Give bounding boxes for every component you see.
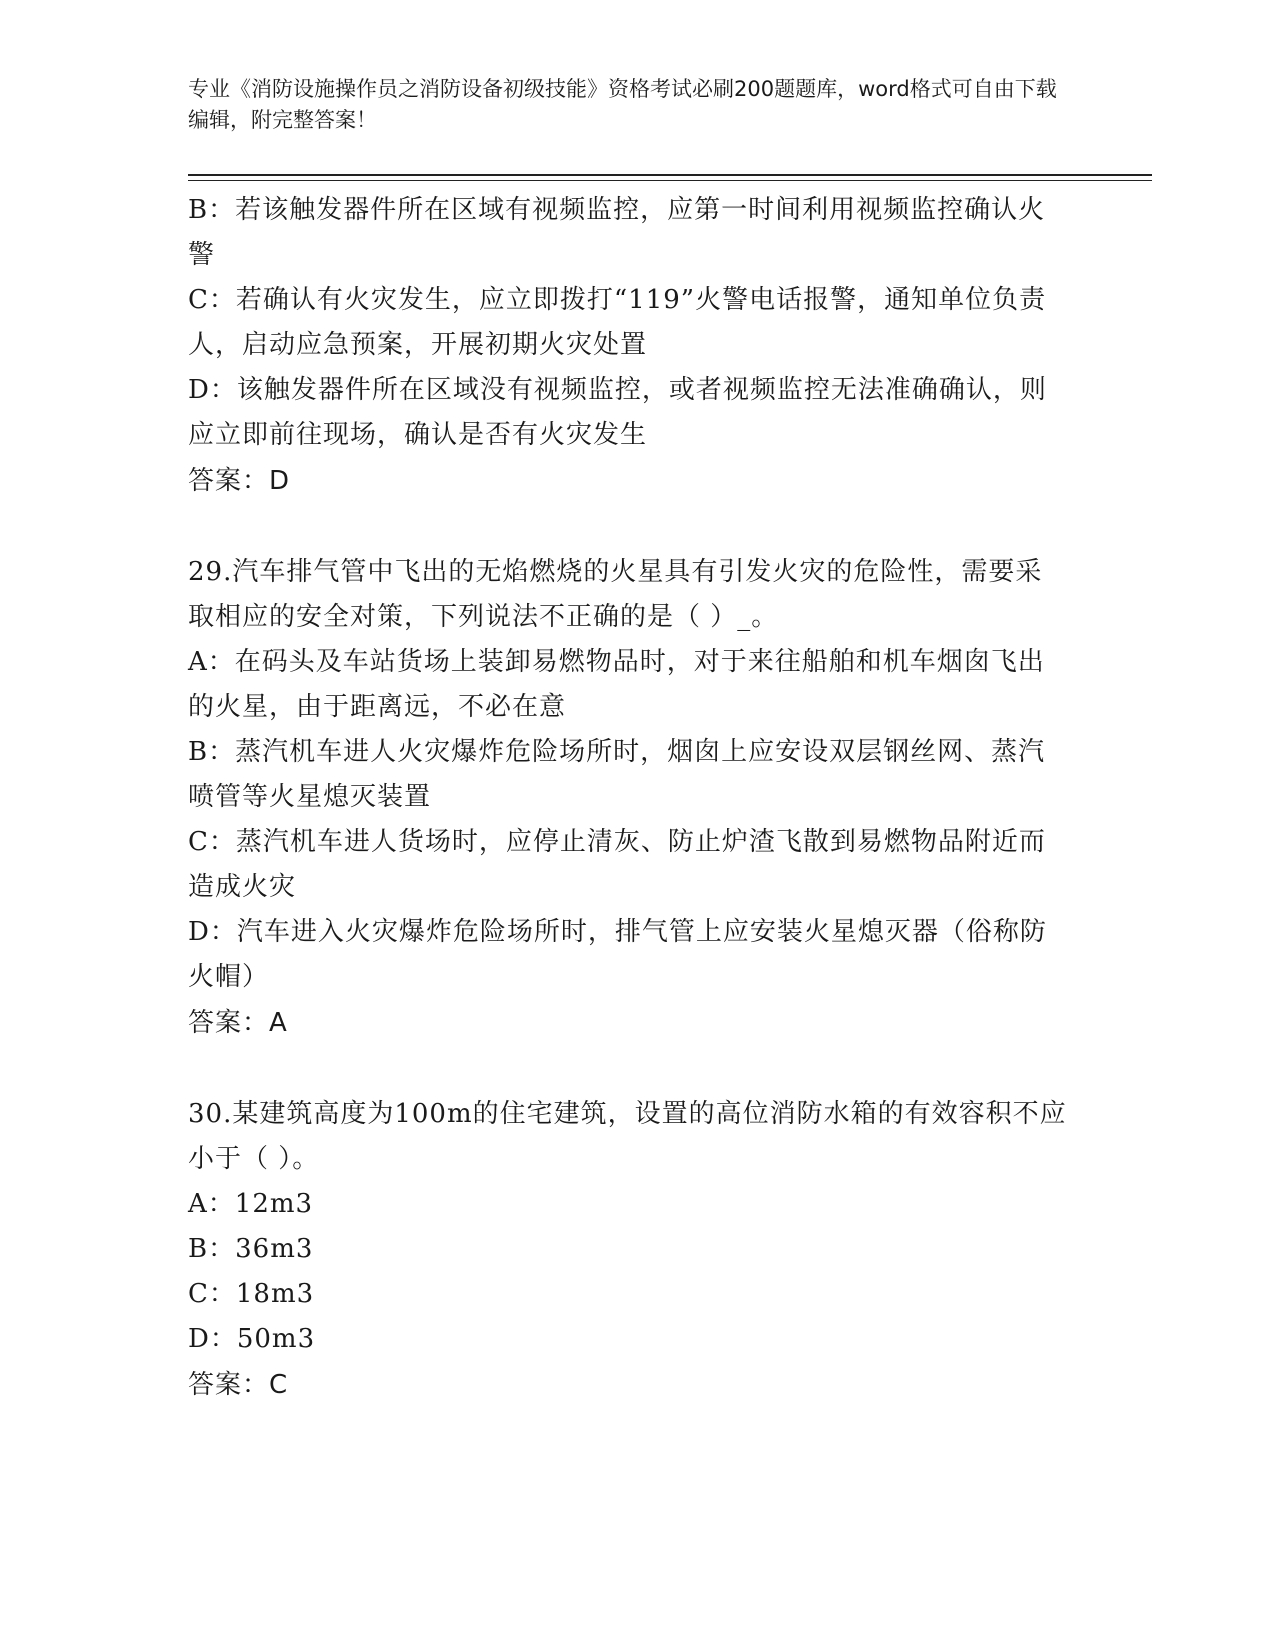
option-c: C：蒸汽机车进人货场时，应停止清灰、防止炉渣飞散到易燃物品附近而造成火灾 [188, 827, 1046, 902]
question-stem: 29.汽车排气管中飞出的无焰燃烧的火星具有引发火灾的危险性，需要采取相应的安全对策，下列说法不正确的是（ ）_。 [188, 557, 1043, 632]
question-29 [188, 550, 1068, 1046]
answer: 答案：D [188, 466, 291, 496]
option-b: B：蒸汽机车进人火灾爆炸危险场所时，烟囱上应安设双层钢丝网、蒸汽喷管等火星熄灭装置 [188, 737, 1046, 812]
option-b: B：若该触发器件所在区域有视频监控，应第一时间利用视频监控确认火警 [188, 195, 1046, 270]
document-body [188, 188, 1068, 1408]
answer: 答案：C [188, 1370, 289, 1400]
option-a: A：在码头及车站货场上装卸易燃物品时，对于来往船舶和机车烟囱飞出的火星，由于距离远，不必在意 [188, 647, 1045, 722]
spacer [188, 504, 1068, 550]
option-d: D：汽车进入火灾爆炸危险场所时，排气管上应安装火星熄灭器（俗称防火帽） [188, 917, 1047, 992]
option-c: C：18m3 [188, 1279, 315, 1309]
answer: 答案：A [188, 1008, 288, 1038]
option-d: D：该触发器件所在区域没有视频监控，或者视频监控无法准确确认，则应立即前往现场，确认是否有火灾发生 [188, 375, 1047, 450]
document-header: 专业《消防设施操作员之消防设备初级技能》资格考试必刷200题题库，word格式可自由下载编辑，附完整答案！ [188, 77, 1057, 132]
header-divider [188, 174, 1152, 181]
option-b: B：36m3 [188, 1234, 314, 1264]
option-c: C：若确认有火灾发生，应立即拨打“119”火警电话报警，通知单位负责人，启动应急预案，开展初期火灾处置 [188, 285, 1047, 360]
option-a: A：12m3 [188, 1189, 314, 1219]
option-d: D：50m3 [188, 1324, 316, 1354]
question-stem: 30.某建筑高度为100m的住宅建筑，设置的高位消防水箱的有效容积不应小于（ ）。 [188, 1099, 1067, 1174]
previous-question [188, 188, 1068, 504]
spacer [188, 1046, 1068, 1092]
question-30 [188, 1092, 1068, 1408]
